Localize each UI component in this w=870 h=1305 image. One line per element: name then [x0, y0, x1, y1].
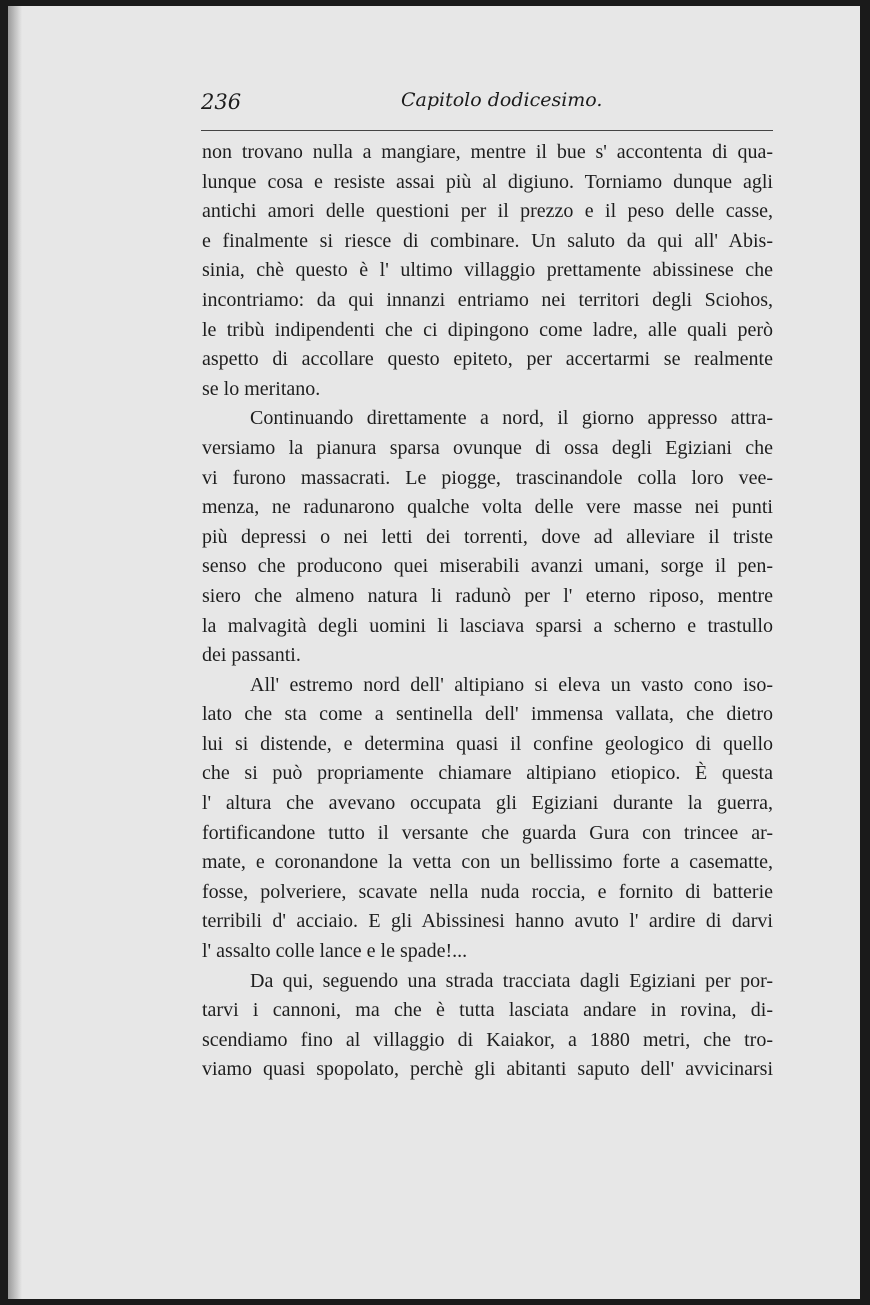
text-line: fortificandone tutto il versante che guarda Gura con trincee ar-: [202, 821, 773, 844]
body-text: [202, 138, 773, 1085]
text-line: vi furono massacrati. Le piogge, trascinandole colla loro vee-: [202, 466, 773, 489]
text-line: senso che producono quei miserabili avanzi umani, sorge il pen-: [202, 555, 773, 578]
paragraph: [202, 404, 773, 670]
chapter-title: Capitolo dodicesimo.: [401, 89, 603, 111]
text-line: versiamo la pianura sparsa ovunque di ossa degli Egiziani che: [202, 436, 773, 459]
book-page: [8, 6, 860, 1299]
text-line: viamo quasi spopolato, perchè gli abitanti saputo dell' avvicinarsi: [202, 1058, 773, 1081]
text-line: incontriamo: da qui innanzi entriamo nei territori degli Sciohos,: [202, 288, 773, 311]
text-line: fosse, polveriere, scavate nella nuda roccia, e fornito di batterie: [202, 880, 773, 903]
paragraph: [202, 671, 773, 967]
text-line: tarvi i cannoni, ma che è tutta lasciata andare in rovina, di-: [202, 999, 773, 1022]
text-line: lui si distende, e determina quasi il confine geologico di quello: [202, 732, 773, 755]
text-line: che si può propriamente chiamare altipiano etiopico. È questa: [202, 762, 773, 785]
text-line: dei passanti.: [202, 644, 301, 667]
text-line: Da qui, seguendo una strada tracciata dagli Egiziani per por-: [250, 969, 773, 992]
text-line: lunque cosa e resiste assai più al digiuno. Torniamo dunque agli: [202, 170, 773, 193]
paragraph: [202, 967, 773, 1085]
text-line: aspetto di accollare questo epiteto, per accertarmi se realmente: [202, 348, 773, 371]
text-line: e finalmente si riesce di combinare. Un saluto da qui all' Abis-: [202, 229, 773, 252]
text-line: più depressi o nei letti dei torrenti, dove ad alleviare il triste: [202, 525, 773, 548]
text-line: se lo meritano.: [202, 377, 321, 400]
text-line: l' altura che avevano occupata gli Egiziani durante la guerra,: [202, 792, 773, 815]
page-number: 236: [201, 90, 242, 114]
text-line: l' assalto colle lance e le spade!...: [202, 940, 468, 963]
paragraph: [202, 138, 773, 404]
text-line: siero che almeno natura li radunò per l' eterno riposo, mentre: [202, 584, 773, 607]
text-line: menza, ne radunarono qualche volta delle vere masse nei punti: [202, 496, 773, 519]
text-line: All' estremo nord dell' altipiano si eleva un vasto cono iso-: [250, 673, 773, 696]
text-line: lato che sta come a sentinella dell' immensa vallata, che dietro: [202, 703, 773, 726]
header-rule: [201, 130, 773, 131]
text-line: le tribù indipendenti che ci dipingono come ladre, alle quali però: [202, 318, 773, 341]
text-line: mate, e coronandone la vetta con un bellissimo forte a casematte,: [202, 851, 773, 874]
text-line: Continuando direttamente a nord, il giorno appresso attra-: [250, 407, 773, 430]
text-line: scendiamo fino al villaggio di Kaiakor, a 1880 metri, che tro-: [202, 1028, 773, 1051]
text-line: non trovano nulla a mangiare, mentre il bue s' accontenta di qua-: [202, 141, 773, 163]
text-line: antichi amori delle questioni per il prezzo e il peso delle casse,: [202, 200, 773, 223]
text-line: terribili d' acciaio. E gli Abissinesi hanno avuto l' ardire di darvi: [202, 910, 773, 933]
text-line: la malvagità degli uomini li lasciava sparsi a scherno e trastullo: [202, 614, 773, 637]
text-line: sinia, chè questo è l' ultimo villaggio prettamente abissinese che: [202, 259, 773, 282]
running-head: [201, 86, 771, 116]
